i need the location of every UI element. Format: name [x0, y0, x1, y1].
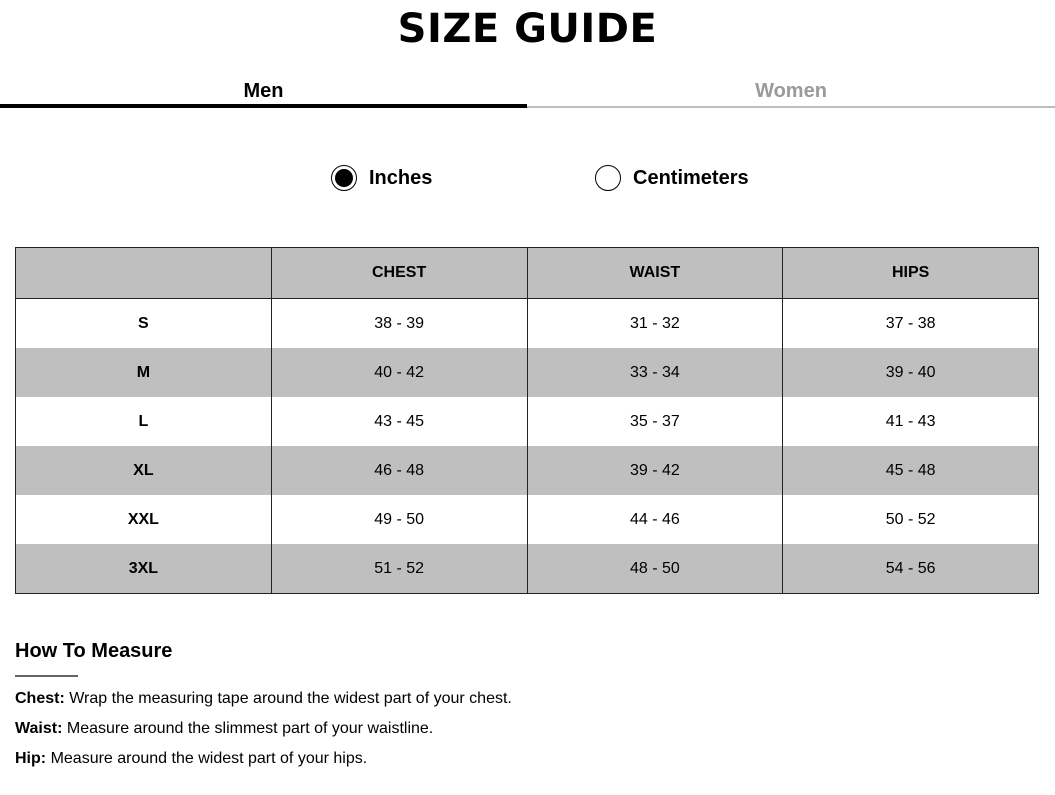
tab-men-underline	[0, 104, 527, 108]
size-cell: XL	[16, 446, 272, 495]
table-header-row	[16, 248, 1039, 299]
how-to-measure-section	[15, 640, 715, 780]
tab-women-label: Women	[755, 80, 827, 102]
hips-cell: 45 - 48	[783, 446, 1039, 495]
measure-text: Wrap the measuring tape around the widest part of your chest.	[69, 690, 512, 707]
waist-cell: 44 - 46	[527, 495, 783, 544]
size-cell: XXL	[127, 510, 159, 528]
header-size	[16, 248, 272, 299]
tab-women-underline	[527, 106, 1055, 108]
waist-cell: 31 - 32	[527, 299, 783, 349]
hips-cell: 39 - 40	[783, 348, 1039, 397]
measure-text: Measure around the slimmest part of your waistline.	[66, 720, 434, 737]
header-chest: CHEST	[271, 248, 527, 299]
chest-cell: 38 - 39	[271, 299, 527, 349]
measure-chest	[15, 690, 715, 708]
table-row	[16, 446, 1039, 495]
gender-tabs	[0, 78, 1055, 108]
radio-centimeters[interactable]	[595, 162, 749, 194]
size-table	[15, 247, 1039, 594]
hips-cell: 50 - 52	[783, 495, 1039, 544]
measure-term: Chest:	[15, 690, 65, 707]
table-row	[16, 495, 1039, 544]
chest-cell: 43 - 45	[271, 397, 527, 446]
table-row	[16, 544, 1039, 594]
hips-cell: 54 - 56	[783, 544, 1039, 594]
radio-centimeters-label[interactable]: Centimeters	[633, 166, 749, 189]
size-cell: M	[16, 348, 272, 397]
measure-waist	[15, 720, 715, 738]
radio-inches-label[interactable]: Inches	[369, 166, 433, 189]
size-cell: S	[138, 314, 149, 332]
waist-cell: 39 - 42	[527, 446, 783, 495]
hips-cell: 37 - 38	[783, 299, 1039, 349]
tab-men[interactable]	[0, 78, 527, 108]
measure-text: Measure around the widest part of your hips.	[50, 750, 368, 767]
header-waist: WAIST	[527, 248, 783, 299]
waist-cell: 33 - 34	[527, 348, 783, 397]
size-cell: 3XL	[16, 544, 272, 594]
radio-inches[interactable]	[331, 162, 432, 194]
radio-inches-circle[interactable]	[331, 165, 357, 191]
measure-term: Hip:	[15, 750, 47, 767]
waist-cell: 48 - 50	[527, 544, 783, 594]
header-hips: HIPS	[783, 248, 1039, 299]
waist-cell: 35 - 37	[527, 397, 783, 446]
table-row	[16, 348, 1039, 397]
radio-selected-dot	[335, 169, 353, 187]
tab-men-label: Men	[243, 80, 284, 102]
unit-selector	[0, 162, 1055, 194]
radio-centimeters-circle[interactable]	[595, 165, 621, 191]
chest-cell: 51 - 52	[271, 544, 527, 594]
chest-cell: 40 - 42	[271, 348, 527, 397]
section-divider	[15, 675, 78, 677]
table-row	[16, 397, 1039, 446]
chest-cell: 46 - 48	[271, 446, 527, 495]
table-row	[16, 299, 1039, 349]
hips-cell: 41 - 43	[783, 397, 1039, 446]
size-cell: L	[138, 412, 149, 430]
tab-women[interactable]	[527, 78, 1055, 108]
page-title: SIZE GUIDE	[397, 6, 658, 52]
how-to-measure-title: How To Measure	[15, 640, 173, 662]
chest-cell: 49 - 50	[271, 495, 527, 544]
measure-hip	[15, 750, 715, 768]
measure-term: Waist:	[15, 720, 63, 737]
